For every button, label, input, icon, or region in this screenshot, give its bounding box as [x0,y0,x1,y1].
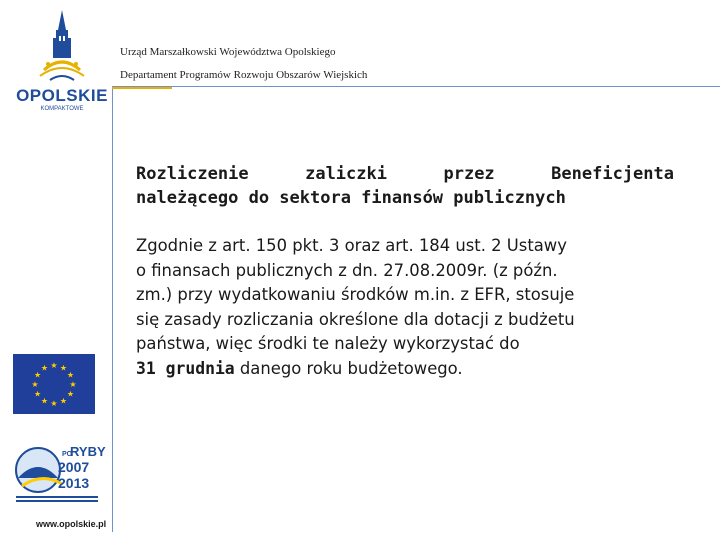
body-text: Zgodnie z art. 150 pkt. 3 oraz art. 184 ust. 2 Ustawy [136,236,567,255]
body-line [136,357,676,382]
body-line [136,308,676,333]
eu-star-icon: ★ [59,396,68,406]
body-text: się zasady rozliczania określone dla dotacji z budżetu [136,309,575,329]
body-text: państwa, więc środki te należy wykorzystać do [136,334,520,353]
deadline-date: 31 grudnia [136,358,235,378]
department-name: Departament Programów Rozwoju Obszarów Wiejskich [120,69,368,81]
logo-tagline: KOMPAKTOWE [40,106,84,112]
vertical-divider [112,86,113,532]
body-line [136,332,676,357]
eu-star-icon: ★ [40,363,49,373]
ryby-year-end: 2013 [58,475,90,491]
title-word: Beneficjenta [551,164,674,184]
po-ryby-logo [12,436,106,520]
eu-star-icon: ★ [33,389,42,399]
eu-star-icon: ★ [33,370,42,380]
body-line [136,234,676,259]
title-line-2: należącego do sektora finansów publicznych [136,188,566,208]
eu-stars-icon [13,354,95,414]
eu-star-icon: ★ [50,399,58,408]
body-text: danego roku budżetowego. [234,358,463,378]
eu-star-icon: ★ [59,363,68,373]
eu-star-icon: ★ [66,370,75,380]
eu-star-icon: ★ [40,396,49,406]
office-name: Urząd Marszałkowski Województwa Opolskiego [120,46,336,58]
body-paragraph [136,234,676,381]
slide-title [136,162,674,210]
gold-accent-divider [112,87,172,89]
eu-star-icon: ★ [66,389,75,399]
website-url[interactable]: www.opolskie.pl [36,519,107,529]
ryby-emblem-icon [12,436,106,520]
ryby-po-label: PO [62,451,73,458]
title-line-1 [136,162,674,186]
tower-icon [14,8,110,88]
logo-wordmark: OPOLSKIE [16,86,108,105]
body-text: zm.) przy wydatkowaniu środków m.in. z EFR, stosuje [136,285,575,304]
title-word: przez [443,164,495,184]
title-word: Rozliczenie [136,164,249,184]
ryby-year-start: 2007 [58,459,90,475]
horizontal-divider [112,86,720,87]
body-line [136,259,676,284]
eu-star-icon: ★ [69,380,77,389]
eu-star-icon: ★ [31,380,39,389]
title-word: zaliczki [305,164,387,184]
opolskie-logo [14,8,110,112]
ryby-word-label: RYBY [70,444,106,459]
eu-flag [13,354,95,414]
eu-star-icon: ★ [50,361,58,370]
body-text: o finansach publicznych z dn. 27.08.2009r. (z późn. [136,260,558,280]
body-line [136,283,676,308]
